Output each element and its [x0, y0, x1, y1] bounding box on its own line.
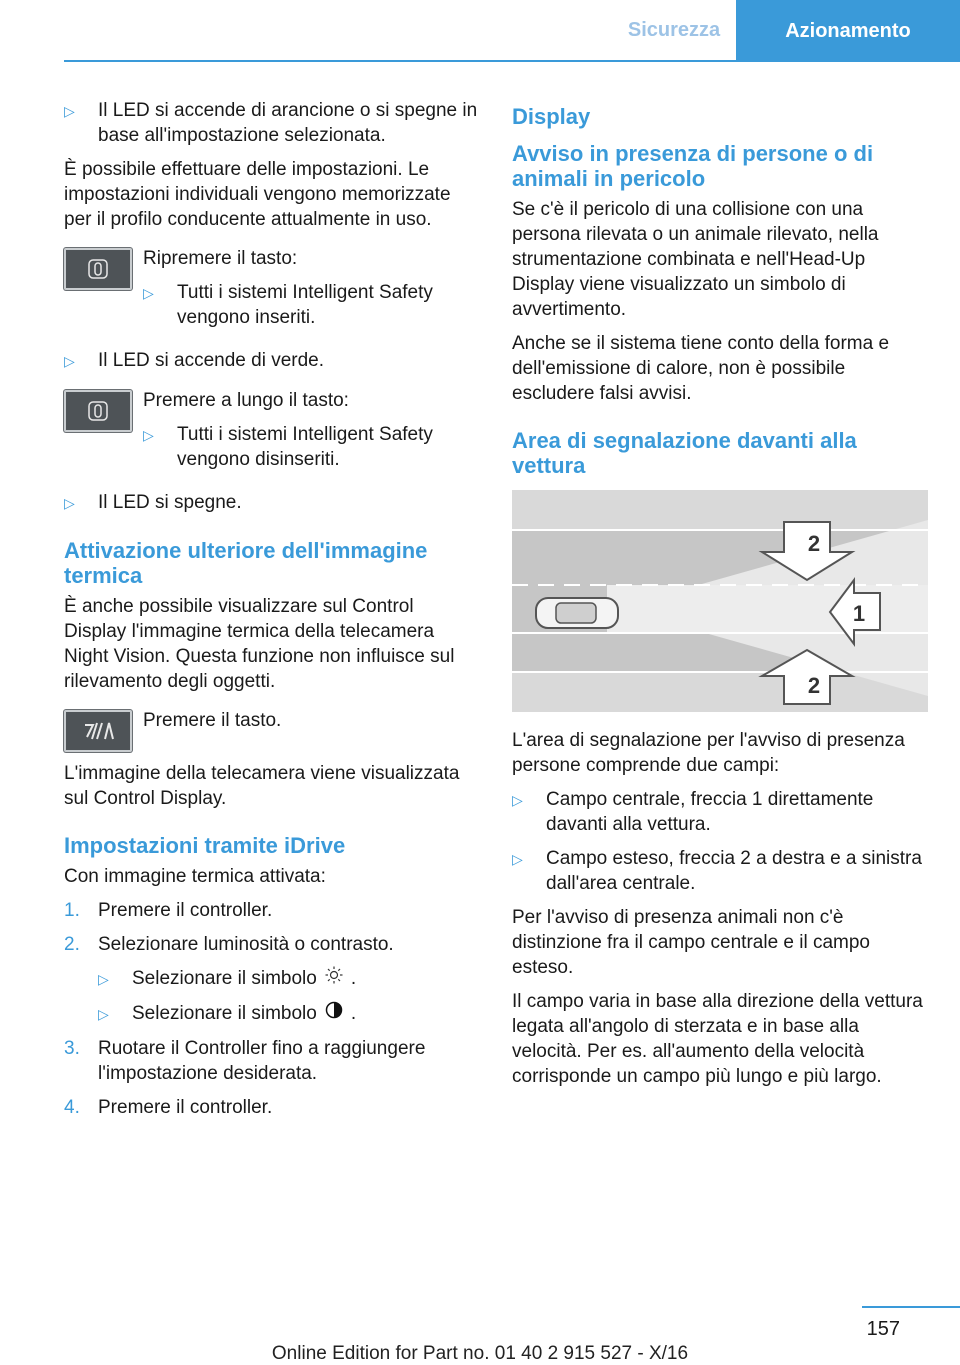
list-item — [512, 846, 930, 896]
list-item — [64, 98, 478, 148]
car-icon — [536, 598, 618, 628]
list-item — [64, 1001, 478, 1027]
list-item-text: Tutti i sistemi Intelligent Safety vengono disinseriti. — [177, 424, 433, 470]
list-item-text: Il LED si spegne. — [98, 492, 242, 513]
punctuation: . — [350, 968, 357, 989]
footer-rule — [862, 1306, 960, 1308]
step-number: 1. — [64, 900, 80, 921]
button-instruction — [64, 708, 478, 752]
subsection-heading: Avviso in presenza di persone o di animali in pericolo — [512, 141, 874, 191]
list-item — [64, 966, 478, 992]
section-heading: Display — [512, 104, 591, 129]
section-heading: Attivazione ulteriore dell'immagine termica — [64, 538, 428, 588]
intelligent-safety-button-icon — [64, 248, 132, 290]
left-column — [64, 98, 478, 1129]
paragraph: Con immagine termica attivata: — [64, 866, 326, 887]
page-header — [0, 0, 960, 62]
step-text: Premere il controller. — [98, 900, 273, 921]
arrow-label: 2 — [807, 673, 821, 698]
list-item — [143, 422, 478, 472]
paragraph: Se c'è il pericolo di una collisione con una persona rilevata o un animale rilevato, nella strumentazione combinata e nell'Head-Up Display viene visualizzato un simbolo di avvertimento. — [512, 199, 879, 320]
list-item-text: Tutti i sistemi Intelligent Safety vengono inseriti. — [177, 282, 433, 328]
brightness-icon — [325, 966, 343, 991]
step-text: Selezionare luminosità o contrasto. — [98, 934, 394, 955]
subsection-heading: Area di segnalazione davanti alla vettura — [512, 428, 857, 478]
numbered-step — [64, 898, 478, 923]
chapter-tab[interactable]: Azionamento — [736, 0, 960, 62]
triangle-bullet-icon: ▷ — [512, 792, 523, 808]
intelligent-safety-button-icon — [64, 390, 132, 432]
step-number: 4. — [64, 1097, 80, 1118]
triangle-bullet-icon: ▷ — [512, 851, 523, 867]
section-tab[interactable]: Sicurezza — [627, 18, 721, 41]
step-number: 3. — [64, 1038, 80, 1059]
right-column — [512, 98, 930, 1098]
triangle-bullet-icon: ▷ — [64, 353, 75, 369]
list-item-text: Campo esteso, freccia 2 a destra e a sinistra dall'area centrale. — [546, 848, 922, 894]
list-item — [512, 787, 930, 837]
triangle-bullet-icon: ▷ — [64, 103, 75, 119]
arrow-label: 1 — [852, 601, 866, 626]
section-heading: Impostazioni tramite iDrive — [64, 833, 346, 858]
list-item-text: Campo centrale, freccia 1 direttamente davanti alla vettura. — [546, 789, 874, 835]
list-item-text: Selezionare il simbolo — [132, 968, 317, 989]
paragraph: È anche possibile visualizzare sul Control Display l'immagine termica della telecamera Night Vision. Questa funzione non influisce sul rilevamento degli oggetti. — [64, 596, 455, 692]
arrow-label: 2 — [807, 531, 821, 556]
list-item-text: Selezionare il simbolo — [132, 1003, 317, 1024]
button-instruction — [64, 246, 478, 339]
punctuation: . — [350, 1003, 357, 1024]
triangle-bullet-icon: ▷ — [98, 1006, 109, 1022]
button-instruction — [64, 388, 478, 481]
paragraph: Anche se il sistema tiene conto della forma e dell'emissione di calore, non è possibile escludere falsi avvisi. — [512, 333, 890, 404]
step-text: Ruotare il Controller fino a raggiungere l'impostazione desiderata. — [98, 1038, 426, 1084]
warning-area-diagram — [512, 490, 928, 712]
paragraph: È possibile effettuare delle impostazioni. Le impostazioni individuali vengono memorizzate per il profilo conducente attualmente in uso. — [64, 159, 451, 230]
page-number: 157 — [866, 1318, 900, 1340]
list-item — [64, 348, 478, 374]
step-number: 2. — [64, 934, 80, 955]
paragraph: Il campo varia in base alla direzione della vettura legata all'angolo di sterzata e in base alla velocità. Per es. all'aumento della velocità corrisponde un campo più lungo e più largo. — [512, 991, 923, 1087]
triangle-bullet-icon: ▷ — [64, 495, 75, 511]
paragraph: L'area di segnalazione per l'avviso di presenza persone comprende due campi: — [512, 730, 905, 776]
triangle-bullet-icon: ▷ — [143, 285, 154, 301]
numbered-step — [64, 932, 478, 957]
list-item — [64, 490, 478, 516]
night-vision-button-icon — [64, 710, 132, 752]
triangle-bullet-icon: ▷ — [143, 427, 154, 443]
triangle-bullet-icon: ▷ — [98, 971, 109, 987]
contrast-icon — [325, 1001, 343, 1026]
list-item-text: Il LED si accende di arancione o si spegne in base all'impostazione selezionata. — [98, 100, 478, 146]
edition-line: Online Edition for Part no. 01 40 2 915 527 - X/16 — [271, 1343, 689, 1364]
numbered-step — [64, 1095, 478, 1120]
list-item — [143, 280, 478, 330]
instruction-text: Premere a lungo il tasto: — [143, 390, 349, 411]
paragraph: Per l'avviso di presenza animali non c'è distinzione fra il campo centrale e il campo esteso. — [512, 907, 871, 978]
header-rule — [64, 60, 960, 62]
paragraph: L'immagine della telecamera viene visualizzata sul Control Display. — [64, 763, 460, 809]
instruction-text: Premere il tasto. — [143, 710, 282, 731]
step-text: Premere il controller. — [98, 1097, 273, 1118]
instruction-text: Ripremere il tasto: — [143, 248, 298, 269]
list-item-text: Il LED si accende di verde. — [98, 350, 325, 371]
numbered-step — [64, 1036, 478, 1086]
